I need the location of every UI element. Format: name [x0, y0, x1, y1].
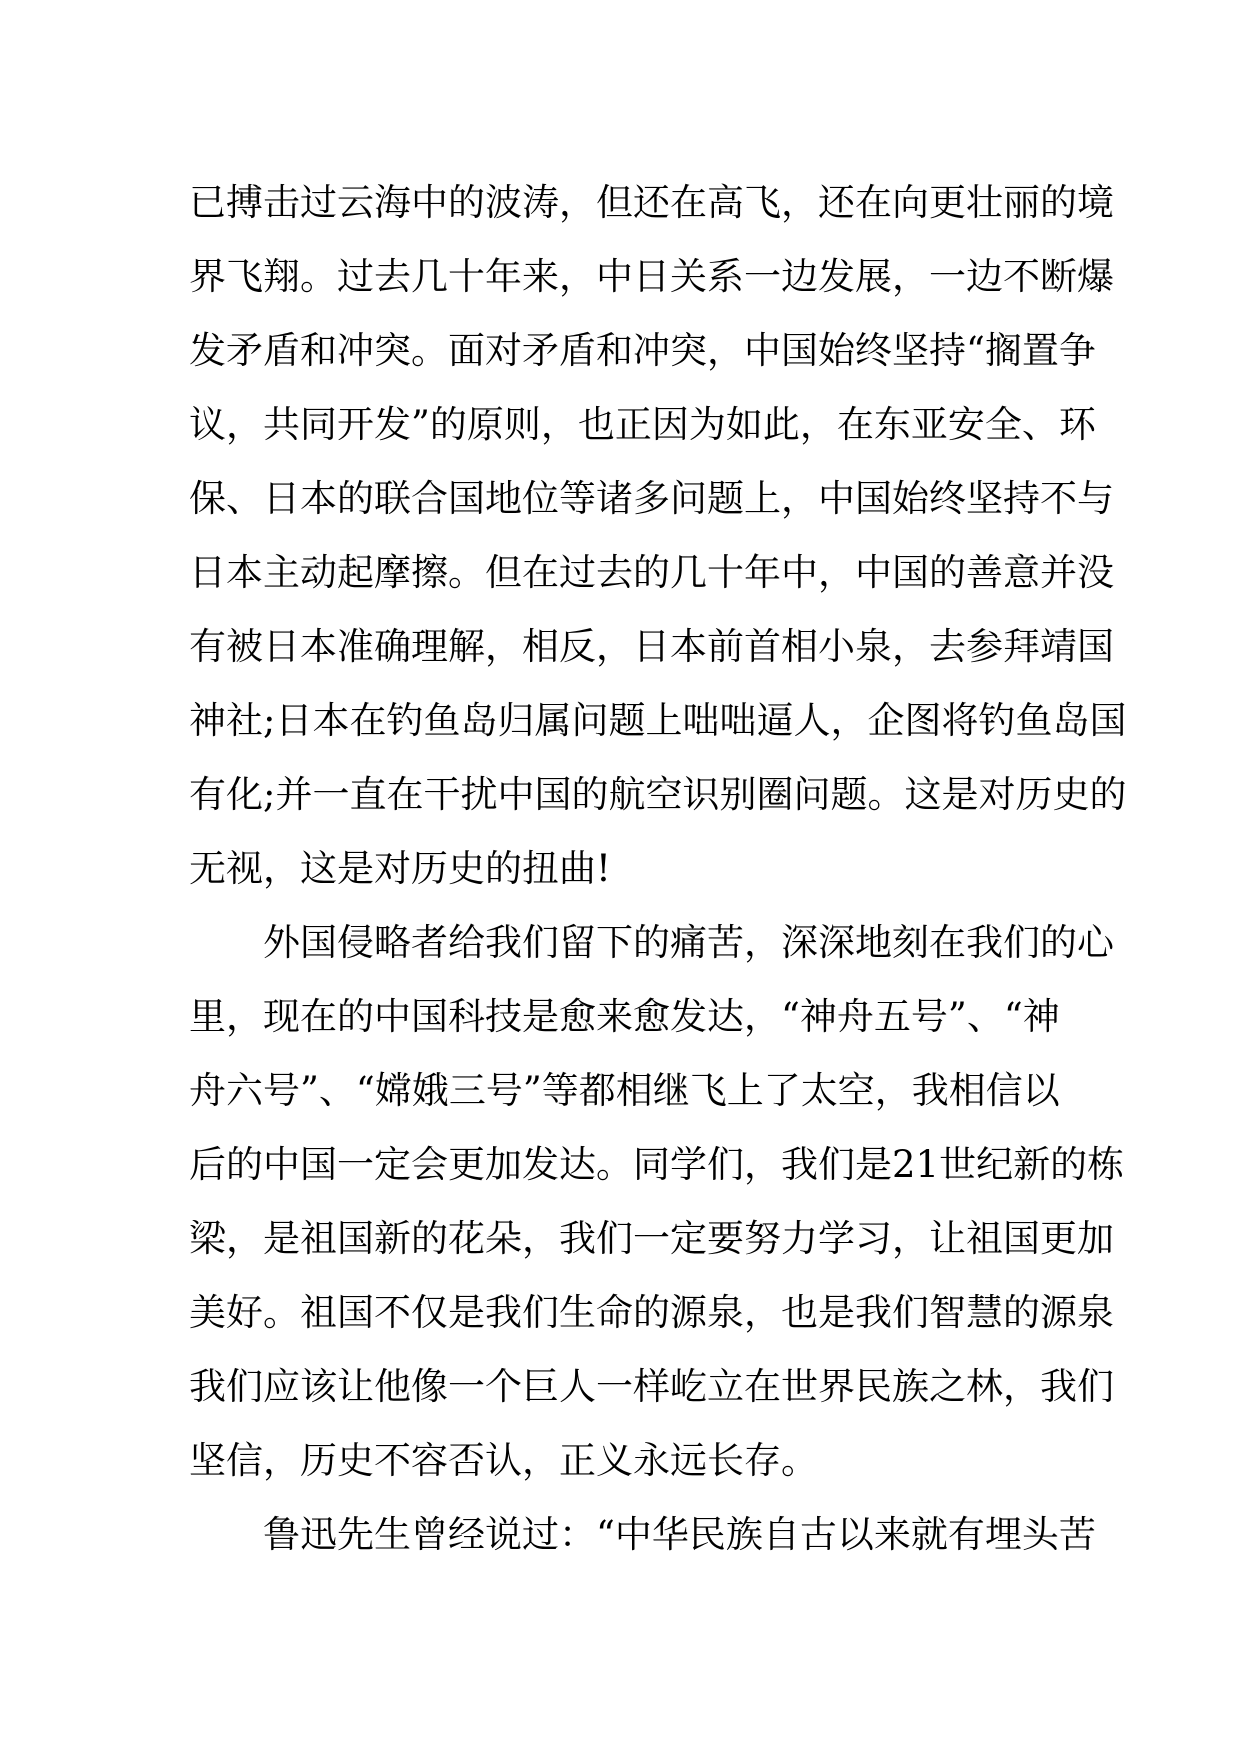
text-line: 鲁迅先生曾经说过：“中华民族自古以来就有埋头苦 [263, 1513, 1096, 1556]
paragraph [189, 906, 1125, 1498]
text-line: 日本主动起摩擦。但在过去的几十年中，中国的善意并没 [189, 551, 1114, 594]
text-line: 梁，是祖国新的花朵，我们一定要努力学习，让祖国更加 [189, 1217, 1114, 1260]
text-line: 界飞翔。过去几十年来，中日关系一边发展，一边不断爆 [189, 255, 1114, 298]
text-line: 舟六号”、“嫦娥三号”等都相继飞上了太空，我相信以 [189, 1069, 1060, 1112]
text-line: 神社;日本在钓鱼岛归属问题上咄咄逼人，企图将钓鱼岛国 [189, 699, 1127, 742]
text-line: 美好。祖国不仅是我们生命的源泉，也是我们智慧的源泉 [189, 1291, 1114, 1334]
text-line: 后的中国一定会更加发达。同学们，我们是21世纪新的栋 [189, 1143, 1125, 1186]
text-line: 坚信，历史不容否认，正义永远长存。 [189, 1439, 818, 1482]
text-line: 外国侵略者给我们留下的痛苦，深深地刻在我们的心 [263, 921, 1114, 964]
paragraph [189, 1498, 1096, 1572]
text-line: 保、日本的联合国地位等诸多问题上，中国始终坚持不与 [189, 477, 1114, 520]
text-line: 无视，这是对历史的扭曲! [189, 847, 611, 890]
text-line: 有被日本准确理解，相反，日本前首相小泉，去参拜靖国 [189, 625, 1114, 668]
body-text [189, 166, 1127, 1572]
text-line: 我们应该让他像一个巨人一样屹立在世界民族之林，我们 [189, 1365, 1114, 1408]
paragraph [189, 166, 1127, 906]
text-line: 里，现在的中国科技是愈来愈发达，“神舟五号”、“神 [189, 995, 1060, 1038]
text-line: 议，共同开发”的原则，也正因为如此，在东亚安全、环 [189, 403, 1096, 446]
text-line: 发矛盾和冲突。面对矛盾和冲突，中国始终坚持“搁置争 [189, 329, 1096, 372]
text-line: 已搏击过云海中的波涛，但还在高飞，还在向更壮丽的境 [189, 181, 1114, 224]
text-line: 有化;并一直在干扰中国的航空识别圈问题。这是对历史的 [189, 773, 1127, 816]
